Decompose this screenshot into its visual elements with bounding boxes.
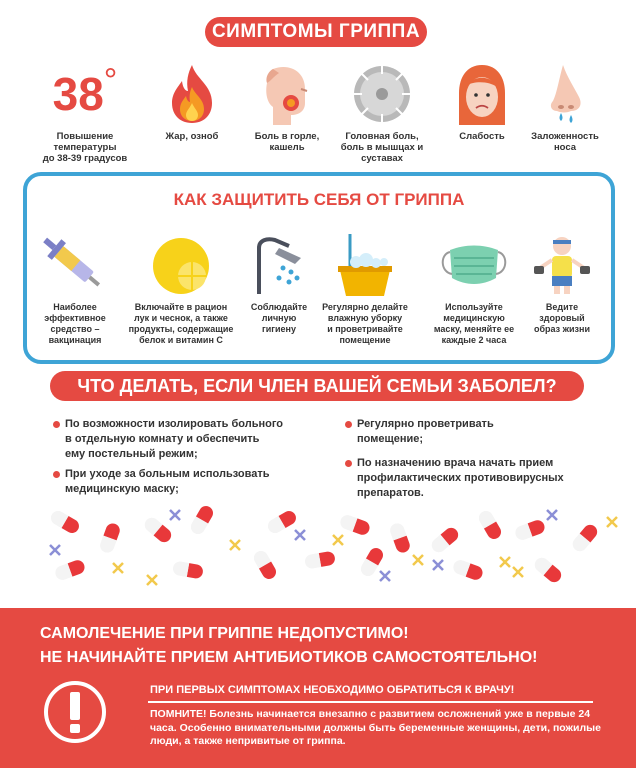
symptom-label: Головная боль, боль в мышцах и суставах [340, 131, 424, 164]
protect-item-hygiene [241, 230, 317, 335]
symptom-label: Заложенность носа [531, 131, 599, 153]
protect-box [23, 172, 615, 364]
protect-item-vaccination [31, 230, 119, 346]
protect-label: Включайте в рацион лук и чеснок, а также продукты, содержащие белок и витамин С [128, 302, 234, 345]
bullet-dot [53, 421, 60, 428]
exclamation-icon [43, 680, 107, 744]
advice-item [65, 467, 270, 497]
temperature-number: 38 [52, 68, 104, 120]
symptom-label: Боль в горле, кашель [254, 131, 320, 153]
symptom-item-nose [505, 60, 625, 153]
warning-note: ПОМНИТЕ! Болезнь начинается внезапно с развитием осложнений уже в первые 24 часа. Особенно внимательными должны быть беременные женщины, дети, пожилые люди, а также непривитые от гриппа. [150, 708, 601, 747]
protect-label: Регулярно делайте влажную уборку и проветривайте помещение [322, 302, 408, 345]
advice-text: По возможности изолировать больного в отдельную комнату и обеспечить ему постельный режим; [65, 418, 284, 460]
symptom-label: Повышение температуры до 38-39 градусов [42, 131, 128, 164]
shower-icon [241, 230, 317, 300]
symptom-label: Жар, озноб [165, 131, 219, 142]
protect-label: Ведите здоровый образ жизни [534, 302, 590, 334]
symptoms-title: СИМПТОМЫ ГРИППА [205, 17, 427, 47]
syringe-icon [31, 230, 119, 300]
thermometer-38-icon [25, 60, 145, 128]
protect-item-food [119, 230, 243, 346]
protect-label: Используйте медицинскую маску, меняйте ее каждые 2 часа [433, 302, 515, 345]
protect-label: Наиболее эффективное средство – вакцинация [44, 302, 106, 345]
warning-band [0, 608, 636, 768]
symptom-item-temperature [25, 60, 145, 164]
advice-text: При уходе за больным использовать медицинскую маску; [65, 468, 270, 495]
divider [148, 701, 593, 703]
temperature-degree: ° [103, 61, 118, 100]
symptom-label: Слабость [459, 131, 505, 142]
warning-subtitle: ПРИ ПЕРВЫХ СИМПТОМАХ НЕОБХОДИМО ОБРАТИТЬСЯ К ВРАЧУ! [150, 684, 515, 696]
athlete-icon [527, 230, 597, 300]
warning-line-2: НЕ НАЧИНАЙТЕ ПРИЕМ АНТИБИОТИКОВ САМОСТОЯТЕЛЬНО! [40, 649, 538, 666]
protect-title: КАК ЗАЩИТИТЬ СЕБЯ ОТ ГРИППА [173, 190, 465, 209]
protect-label: Соблюдайте личную гигиену [250, 302, 308, 334]
bullet-dot [345, 421, 352, 428]
advice-text: Регулярно проветривать помещение; [357, 418, 494, 445]
runny-nose-icon [505, 60, 625, 128]
advice-item [65, 417, 283, 462]
protect-item-mask [419, 230, 529, 346]
pills-decoration [0, 500, 636, 605]
protect-item-lifestyle [527, 230, 597, 335]
advice-item [357, 417, 494, 447]
advice-item [357, 456, 564, 501]
advice-text: По назначению врача начать прием профилактических противовирусных препаратов. [357, 457, 564, 499]
family-sick-title: ЧТО ДЕЛАТЬ, ЕСЛИ ЧЛЕН ВАШЕЙ СЕМЬИ ЗАБОЛЕЛ? [50, 371, 584, 401]
bullet-dot [53, 471, 60, 478]
warning-line-1: САМОЛЕЧЕНИЕ ПРИ ГРИППЕ НЕДОПУСТИМО! [40, 625, 409, 642]
face-mask-icon [419, 230, 529, 300]
lemon-icon [119, 230, 243, 300]
protect-item-cleaning [313, 230, 417, 346]
mop-bucket-icon [313, 230, 417, 300]
bullet-dot [345, 460, 352, 467]
